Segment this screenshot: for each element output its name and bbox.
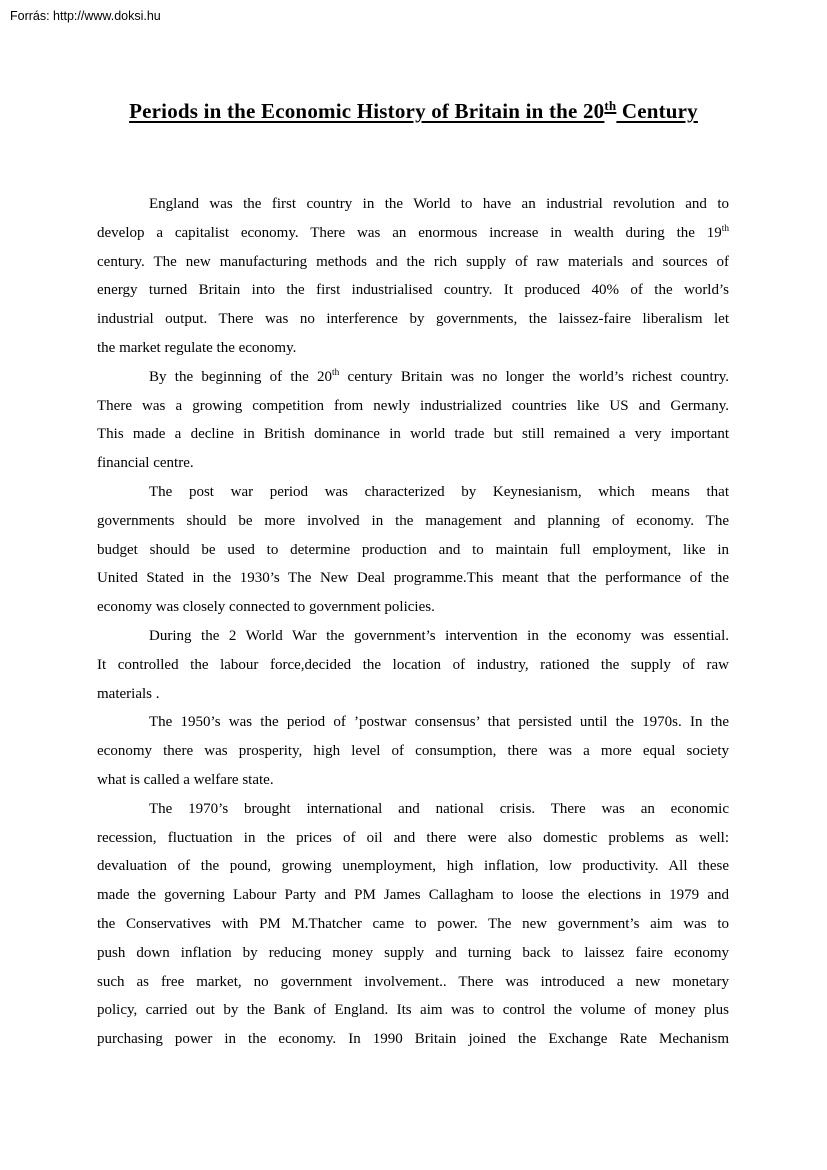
title-text: Periods in the Economic History of Britain in the 20 xyxy=(129,99,605,123)
text-line: recession, fluctuation in the prices of oil and there were also domestic problems as well: xyxy=(97,829,729,846)
superscript-th: th xyxy=(721,223,729,234)
text-line: financial centre. xyxy=(97,455,194,472)
text-line: The post war period was characterized by Keynesianism, which means that xyxy=(149,483,729,500)
text-line: economy was closely connected to government policies. xyxy=(97,599,435,616)
title-superscript: th xyxy=(604,98,617,113)
paragraph xyxy=(97,708,729,794)
text-line: The 1950’s was the period of ’postwar consensus’ that persisted until the 1970s. In the xyxy=(149,714,729,731)
text-line: England was the first country in the World to have an industrial revolution and to xyxy=(149,196,729,212)
text-line: such as free market, no government involvement.. There was introduced a new monetary xyxy=(97,973,729,990)
paragraph xyxy=(97,478,729,622)
paragraph xyxy=(97,795,729,1054)
text-line: develop a capitalist economy. There was an enormous increase in wealth during the 19th xyxy=(97,223,729,241)
text-line: During the 2 World War the government’s intervention in the economy was essential. xyxy=(149,627,729,644)
text-line: materials . xyxy=(97,685,160,702)
text-line: There was a growing competition from newly industrialized countries like US and Germany. xyxy=(97,397,729,414)
text-line: century. The new manufacturing methods and the rich supply of raw materials and sources of xyxy=(97,253,729,270)
text-line: devaluation of the pound, growing unemployment, high inflation, low productivity. All these xyxy=(97,858,729,875)
text-line: governments should be more involved in the management and planning of economy. The xyxy=(97,512,729,529)
text-line: industrial output. There was no interference by governments, the laissez-faire liberalism let xyxy=(97,311,729,328)
text-line: what is called a welfare state. xyxy=(97,771,274,788)
text-line: This made a decline in British dominance in world trade but still remained a very important xyxy=(97,426,729,443)
paragraph xyxy=(97,363,729,478)
text-line: By the beginning of the 20th century Britain was no longer the world’s richest country. xyxy=(149,367,729,385)
document-body xyxy=(97,190,729,1054)
text-line: the market regulate the economy. xyxy=(97,339,297,356)
text-line: made the governing Labour Party and PM James Callagham to loose the elections in 1979 and xyxy=(97,887,729,904)
paragraph xyxy=(97,622,729,708)
text-line: economy there was prosperity, high level of consumption, there was a more equal society xyxy=(97,743,729,760)
text-line: United Stated in the 1930’s The New Deal programme.This meant that the performance of the xyxy=(97,570,729,587)
superscript-th: th xyxy=(332,367,340,378)
paragraph xyxy=(97,190,729,363)
text-line: budget should be used to determine production and to maintain full employment, like in xyxy=(97,541,729,558)
text-line: the Conservatives with PM M.Thatcher came to power. The new government’s aim was to xyxy=(97,915,729,932)
title-text: Century xyxy=(616,99,698,123)
source-header: Forrás: http://www.doksi.hu xyxy=(10,9,161,23)
text-line: policy, carried out by the Bank of England. Its aim was to control the volume of money plus xyxy=(97,1002,729,1019)
text-line: energy turned Britain into the first industrialised country. It produced 40% of the world’s xyxy=(97,282,729,299)
text-line: push down inflation by reducing money supply and turning back to laissez faire economy xyxy=(97,944,729,961)
text-line: It controlled the labour force,decided the location of industry, rationed the supply of raw xyxy=(97,656,729,673)
text-line: purchasing power in the economy. In 1990 Britain joined the Exchange Rate Mechanism xyxy=(97,1031,729,1048)
page-title xyxy=(0,98,827,124)
text-line: The 1970’s brought international and national crisis. There was an economic xyxy=(149,800,729,817)
